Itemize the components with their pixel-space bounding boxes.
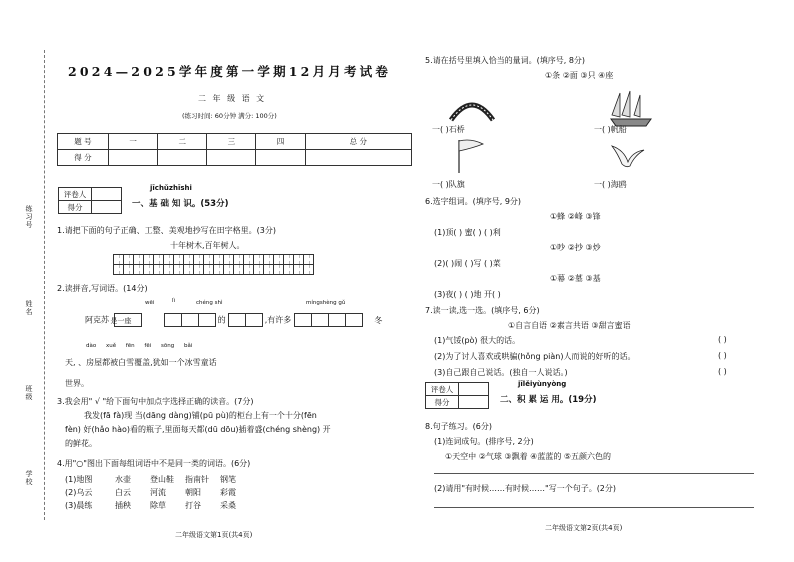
q2-line1 (85, 313, 382, 327)
word[interactable]: 采桑 (220, 501, 236, 510)
answer-box[interactable] (311, 313, 329, 327)
answer-box[interactable] (245, 313, 263, 327)
q8-sub1: (1)连词成句。(排序号, 2分) (434, 437, 534, 446)
q6-group1-line: (1)顶( ) 蜜( ) ( )利 (434, 228, 501, 237)
word[interactable]: 指南针 (185, 475, 209, 484)
section1-title: 一、基 础 知 识。(53分) (132, 199, 229, 209)
side-label-number: 练习号 (25, 205, 33, 229)
answer-box[interactable] (328, 313, 346, 327)
q7-item: (1)气馁(pò) 很大的话。 (434, 336, 521, 345)
word[interactable]: (1)地图 (65, 475, 93, 484)
answer-box[interactable] (198, 313, 216, 327)
word[interactable]: 朝阳 (185, 488, 201, 497)
q6-group1-options: ①蜂 ②峰 ③锋 (550, 212, 601, 221)
word[interactable]: (2)乌云 (65, 488, 93, 497)
score-cell[interactable] (459, 396, 489, 409)
bridge-icon (449, 96, 495, 122)
word[interactable]: 河流 (150, 488, 166, 497)
q2-text-fragment: 冬 (374, 315, 383, 325)
word[interactable]: 白云 (115, 488, 131, 497)
q6-group2-line: (2)( )闹 ( )写 ( )菜 (434, 259, 501, 268)
score-cell[interactable] (109, 150, 158, 166)
score-label: 得分 (426, 396, 459, 409)
q7-answer-blank[interactable]: ( ) (718, 351, 727, 360)
q6-group3-line: (3)夜( ) ( )地 开( ) (434, 290, 501, 299)
score-header: 二 (158, 134, 207, 150)
q2-pinyin: chéng shì (196, 300, 223, 306)
q7-answer-blank[interactable]: ( ) (718, 367, 727, 376)
q8-sub2: (2)请用"有时候……有时候……"写一个句子。(2分) (434, 484, 617, 493)
q4-text: 4.用"○"图出下面每组词语中不是同一类的词语。(6分) (57, 459, 251, 468)
q2-line3: 世界。 (65, 379, 89, 388)
grader-label: 评卷人 (426, 383, 459, 396)
score-row-label: 得 分 (58, 150, 109, 166)
answer-box[interactable] (181, 313, 199, 327)
word[interactable]: 除草 (150, 501, 166, 510)
q7-answer-blank[interactable]: ( ) (718, 335, 727, 344)
q3-line3: 的鲜花。 (65, 439, 97, 448)
side-label-name: 姓名 (25, 300, 33, 316)
footer-left: 二年级语文第1页(共4页) (175, 531, 253, 539)
flag-icon (456, 138, 486, 174)
q3-line1: 我发(fā fà)现 当(dāng dàng)铺(pū pù)的柜台上有一个十分(fēn (84, 411, 317, 420)
q2-pinyin-row2: dào xuě fēn fēi sōng bǎi (86, 343, 193, 349)
q2-pinyin: wēi (145, 300, 155, 306)
word[interactable]: 登山鞋 (150, 475, 174, 484)
grader-box-2 (425, 382, 489, 409)
q2-text-fragment: 阿克苏 (85, 315, 109, 325)
q7-item: (3)自己跟自己说话。(独自一人说话。) (434, 368, 568, 377)
binding-line (44, 50, 45, 520)
exam-title: 2024—2025学年度第一学期12月月考试卷 (68, 64, 392, 79)
q2-text-fragment: 是一座 (110, 316, 132, 325)
grader-label: 评卷人 (59, 188, 92, 201)
score-cell[interactable] (207, 150, 256, 166)
word[interactable]: (3)晨练 (65, 501, 93, 510)
footer-right: 二年级语文第2页(共4页) (545, 524, 623, 532)
q3-line2: fèn) 好(hǎo hào)看的瓶子,里面每天都(dū dōu)插着盛(chéng shèng) 开 (65, 425, 331, 434)
answer-box[interactable] (228, 313, 246, 327)
word[interactable]: 钢笔 (220, 475, 236, 484)
q5-item[interactable]: 一( )海鸥 (594, 180, 627, 189)
word[interactable]: 打谷 (185, 501, 201, 510)
subject-label: 二 年 级 语 文 (198, 94, 267, 103)
answer-line[interactable] (434, 507, 754, 508)
q6-text: 6.选字组词。(填序号, 9分) (425, 197, 522, 206)
grader-cell[interactable] (459, 383, 489, 396)
sailboat-icon (606, 89, 656, 129)
score-header: 四 (256, 134, 305, 150)
q7-item: (2)为了讨人喜欢或哄骗(hǒng piàn)人而说的好听的话。 (434, 352, 636, 361)
grader-cell[interactable] (92, 188, 122, 201)
q2-line2: 天, 、房屋都被白雪覆盖,犹如一个冰雪童话 (65, 358, 217, 367)
q4-row-3 (65, 500, 236, 511)
q2-text-fragment: 的 (217, 315, 226, 325)
q5-text: 5.请在括号里填入恰当的量词。(填序号, 8分) (425, 56, 586, 65)
q5-options: ①条 ②面 ③只 ④座 (545, 71, 614, 80)
q8-words: ①天空中 ②气球 ③飘着 ④蓝蓝的 ⑤五颜六色的 (445, 452, 612, 461)
score-table (57, 133, 412, 166)
answer-box[interactable] (294, 313, 312, 327)
section2-title: 二、积 累 运 用。(19分) (500, 395, 597, 405)
q1-text: 1.请把下面的句子正确、工整、美观地抄写在田字格里。(3分) (57, 226, 276, 235)
q5-item[interactable]: 一( )帆船 (594, 125, 627, 134)
exam-time: (练习时间: 60分钟 满分: 100分) (182, 112, 277, 120)
q5-item[interactable]: 一( )队旗 (432, 180, 465, 189)
q6-group3-options: ①幕 ②墓 ③基 (550, 274, 601, 283)
score-cell[interactable] (158, 150, 207, 166)
score-cell[interactable] (92, 201, 122, 214)
answer-box[interactable] (345, 313, 363, 327)
side-label-class: 班级 (25, 385, 33, 401)
q1-sentence: 十年树木,百年树人。 (170, 241, 245, 250)
q6-group2-options: ①吵 ②抄 ③炒 (550, 243, 601, 252)
word[interactable]: 彩霞 (220, 488, 236, 497)
score-label: 得分 (59, 201, 92, 214)
score-cell[interactable] (305, 150, 411, 166)
answer-line[interactable] (434, 473, 754, 474)
score-header: 总 分 (305, 134, 411, 150)
grader-box-1 (58, 187, 122, 214)
score-header: 一 (109, 134, 158, 150)
q1-writing-grid-row2[interactable] (113, 264, 313, 277)
score-header: 题 号 (58, 134, 109, 150)
q2-text-fragment: ,有许多 (264, 315, 292, 325)
word[interactable]: 插秧 (115, 501, 131, 510)
section2-pinyin: jīlěiyùnyòng (518, 380, 567, 388)
q2-text: 2.读拼音,写词语。(14分) (57, 284, 148, 293)
q5-item[interactable]: 一( )石桥 (432, 125, 465, 134)
q4-row-1 (65, 474, 236, 485)
q7-text: 7.读一读,选一选。(填序号, 6分) (425, 306, 540, 315)
score-cell[interactable] (256, 150, 305, 166)
answer-box[interactable] (164, 313, 182, 327)
q4-row-2 (65, 487, 236, 498)
word[interactable]: 水壶 (115, 475, 131, 484)
q7-options: ①自言自语 ②素言共语 ③甜言蜜语 (508, 321, 631, 330)
q2-pinyin: míngshèng gǔ (306, 300, 346, 306)
q3-text: 3.我会用" √ "给下面句中加点字选择正确的读音。(7分) (57, 397, 254, 406)
score-header: 三 (207, 134, 256, 150)
side-label-school: 学校 (25, 470, 33, 486)
q8-text: 8.句子练习。(6分) (425, 422, 492, 431)
q2-pinyin: lì (172, 298, 176, 304)
section1-pinyin: jīchǔzhīshi (150, 184, 192, 192)
seagull-icon (610, 140, 646, 174)
